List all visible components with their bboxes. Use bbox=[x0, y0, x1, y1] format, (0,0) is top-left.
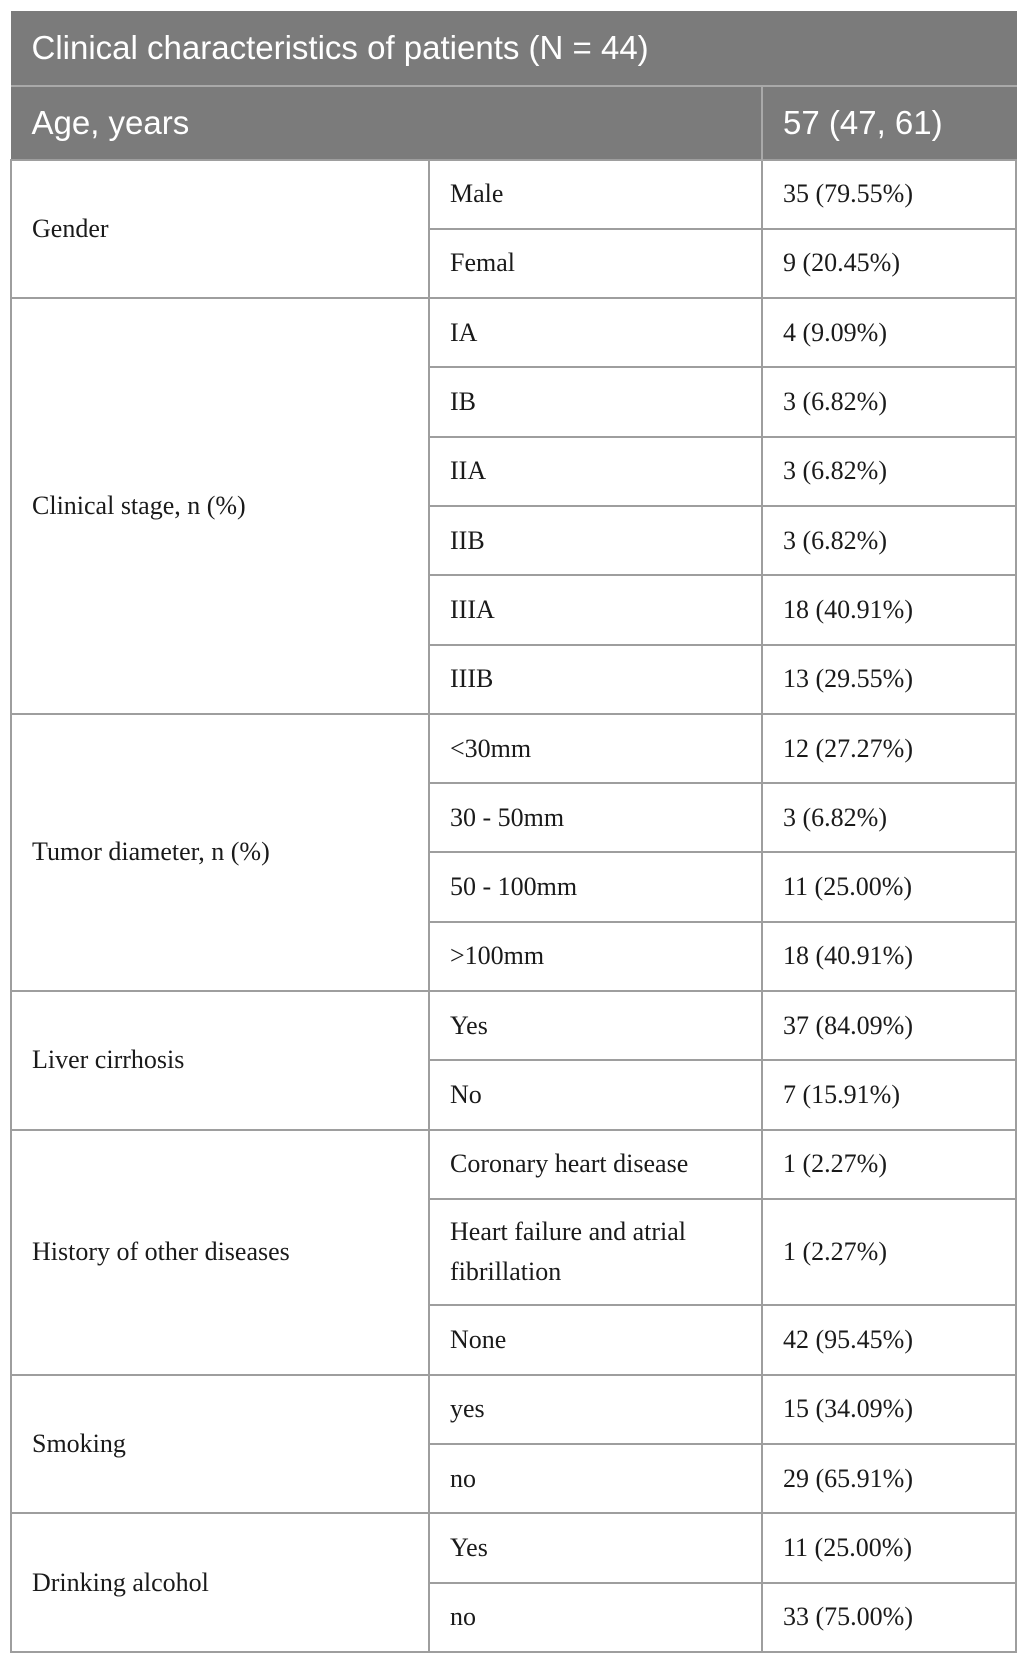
value-cell: 37 (84.09%) bbox=[762, 991, 1016, 1060]
category-cell: 30 - 50mm bbox=[429, 783, 762, 852]
value-cell: 11 (25.00%) bbox=[762, 852, 1016, 921]
group-label-smoking: Smoking bbox=[11, 1375, 429, 1514]
category-cell: Coronary heart disease bbox=[429, 1130, 762, 1199]
age-label: Age, years bbox=[11, 86, 762, 160]
category-cell: no bbox=[429, 1583, 762, 1652]
category-cell: None bbox=[429, 1305, 762, 1374]
category-cell: IIIA bbox=[429, 575, 762, 644]
category-cell: Yes bbox=[429, 1513, 762, 1582]
table-row bbox=[11, 160, 1016, 229]
category-cell: no bbox=[429, 1444, 762, 1513]
category-cell: <30mm bbox=[429, 714, 762, 783]
table-row bbox=[11, 1375, 1016, 1444]
value-cell: 13 (29.55%) bbox=[762, 645, 1016, 714]
value-cell: 42 (95.45%) bbox=[762, 1305, 1016, 1374]
value-cell: 15 (34.09%) bbox=[762, 1375, 1016, 1444]
age-value: 57 (47, 61) bbox=[762, 86, 1016, 160]
category-cell: Heart failure and atrial fibrillation bbox=[429, 1199, 762, 1305]
value-cell: 18 (40.91%) bbox=[762, 922, 1016, 991]
table-row bbox=[11, 1130, 1016, 1199]
value-cell: 18 (40.91%) bbox=[762, 575, 1016, 644]
value-cell: 4 (9.09%) bbox=[762, 298, 1016, 367]
value-cell: 3 (6.82%) bbox=[762, 367, 1016, 436]
category-cell: IIA bbox=[429, 437, 762, 506]
value-cell: 9 (20.45%) bbox=[762, 229, 1016, 298]
value-cell: 3 (6.82%) bbox=[762, 437, 1016, 506]
value-cell: 1 (2.27%) bbox=[762, 1199, 1016, 1305]
category-cell: Femal bbox=[429, 229, 762, 298]
category-cell: IIIB bbox=[429, 645, 762, 714]
category-cell: 50 - 100mm bbox=[429, 852, 762, 921]
group-label-tumor-diameter: Tumor diameter, n (%) bbox=[11, 714, 429, 991]
group-label-history-other-diseases: History of other diseases bbox=[11, 1130, 429, 1375]
table-row bbox=[11, 1513, 1016, 1582]
value-cell: 33 (75.00%) bbox=[762, 1583, 1016, 1652]
table-row bbox=[11, 714, 1016, 783]
category-cell: Male bbox=[429, 160, 762, 229]
value-cell: 3 (6.82%) bbox=[762, 783, 1016, 852]
category-cell: >100mm bbox=[429, 922, 762, 991]
category-cell: No bbox=[429, 1060, 762, 1129]
category-cell: IA bbox=[429, 298, 762, 367]
value-cell: 11 (25.00%) bbox=[762, 1513, 1016, 1582]
table-row bbox=[11, 298, 1016, 367]
group-label-clinical-stage: Clinical stage, n (%) bbox=[11, 298, 429, 714]
value-cell: 3 (6.82%) bbox=[762, 506, 1016, 575]
table-title: Clinical characteristics of patients (N = 44) bbox=[11, 12, 1016, 86]
value-cell: 12 (27.27%) bbox=[762, 714, 1016, 783]
value-cell: 1 (2.27%) bbox=[762, 1130, 1016, 1199]
group-label-drinking-alcohol: Drinking alcohol bbox=[11, 1513, 429, 1652]
clinical-characteristics-table bbox=[10, 11, 1017, 1653]
category-cell: yes bbox=[429, 1375, 762, 1444]
category-cell: IIB bbox=[429, 506, 762, 575]
table-row bbox=[11, 991, 1016, 1060]
category-cell: Yes bbox=[429, 991, 762, 1060]
group-label-liver-cirrhosis: Liver cirrhosis bbox=[11, 991, 429, 1130]
value-cell: 29 (65.91%) bbox=[762, 1444, 1016, 1513]
value-cell: 35 (79.55%) bbox=[762, 160, 1016, 229]
value-cell: 7 (15.91%) bbox=[762, 1060, 1016, 1129]
category-cell: IB bbox=[429, 367, 762, 436]
group-label-gender: Gender bbox=[11, 160, 429, 299]
